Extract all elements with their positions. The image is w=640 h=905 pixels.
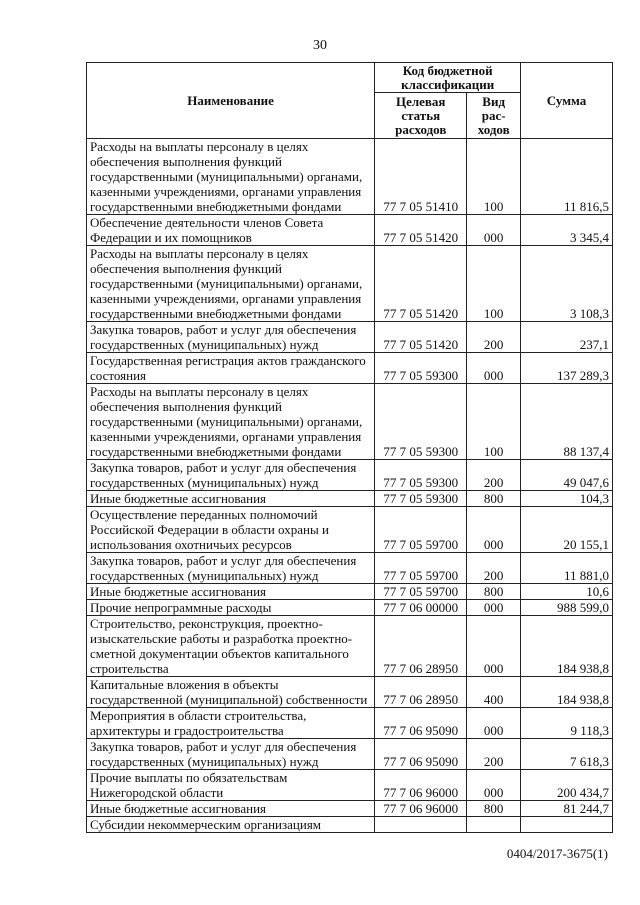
table-row (87, 817, 613, 833)
row-name-line: государственных (муниципальных) нужд (90, 337, 319, 352)
row-name-line: государственными (муниципальными) органами, (90, 414, 363, 429)
row-name (87, 616, 375, 677)
row-name-line: Иные бюджетные ассигнования (90, 584, 267, 599)
table-row (87, 553, 613, 584)
row-target-code: 77 7 05 59700 (375, 507, 467, 553)
row-name (87, 460, 375, 491)
table-row (87, 460, 613, 491)
row-target-code: 77 7 05 51420 (375, 215, 467, 246)
row-name (87, 801, 375, 817)
table-row (87, 584, 613, 600)
row-name-line: Капитальные вложения в объекты (90, 677, 279, 692)
row-sum: 184 938,8 (521, 616, 613, 677)
row-sum: 3 345,4 (521, 215, 613, 246)
row-sum: 81 244,7 (521, 801, 613, 817)
header-target-article: Целевая статья расходов (375, 93, 467, 139)
row-sum: 3 108,3 (521, 246, 613, 322)
row-name (87, 322, 375, 353)
row-expense-kind: 800 (467, 801, 521, 817)
row-expense-kind: 200 (467, 739, 521, 770)
row-target-code: 77 7 05 51410 (375, 139, 467, 215)
row-target-code: 77 7 05 59300 (375, 353, 467, 384)
row-target-code: 77 7 06 95090 (375, 708, 467, 739)
row-target-code: 77 7 06 28950 (375, 677, 467, 708)
row-expense-kind: 100 (467, 139, 521, 215)
row-sum: 10,6 (521, 584, 613, 600)
row-sum: 11 881,0 (521, 553, 613, 584)
row-name (87, 677, 375, 708)
table-row (87, 801, 613, 817)
table-row (87, 491, 613, 507)
row-sum: 104,3 (521, 491, 613, 507)
row-name-line: Субсидии некоммерческим организациям (90, 817, 322, 832)
row-sum: 200 434,7 (521, 770, 613, 801)
row-name-line: обеспечения выполнения функций (90, 261, 282, 276)
row-name (87, 384, 375, 460)
row-expense-kind: 000 (467, 708, 521, 739)
row-name-line: государственными (муниципальными) органами, (90, 169, 363, 184)
row-name-line: обеспечения выполнения функций (90, 154, 282, 169)
row-name-line: Государственная регистрация актов гражданского (90, 353, 366, 368)
row-target-code: 77 7 06 96000 (375, 801, 467, 817)
table-row (87, 677, 613, 708)
table-row (87, 139, 613, 215)
row-name-line: Обеспечение деятельности членов Совета (90, 215, 324, 230)
row-target-code: 77 7 06 95090 (375, 739, 467, 770)
table-row (87, 739, 613, 770)
row-name-line: архитектуры и градостроительства (90, 723, 284, 738)
row-name-line: государственных (муниципальных) нужд (90, 754, 319, 769)
row-sum: 137 289,3 (521, 353, 613, 384)
row-target-code (375, 817, 467, 833)
row-name-line: Закупка товаров, работ и услуг для обеспечения (90, 322, 357, 337)
row-name-line: государственными внебюджетными фондами (90, 444, 342, 459)
row-expense-kind (467, 817, 521, 833)
table-row (87, 322, 613, 353)
row-name-line: Осуществление переданных полномочий (90, 507, 318, 522)
row-name-line: сметной документации объектов капитального (90, 646, 349, 661)
row-target-code: 77 7 05 51420 (375, 322, 467, 353)
row-sum: 7 618,3 (521, 739, 613, 770)
table-row (87, 215, 613, 246)
row-expense-kind: 800 (467, 491, 521, 507)
budget-table (86, 62, 613, 833)
row-name-line: Закупка товаров, работ и услуг для обеспечения (90, 553, 357, 568)
header-expense-kind: Вид рас-ходов (467, 93, 521, 139)
row-name-line: Расходы на выплаты персоналу в целях (90, 246, 309, 261)
row-sum: 9 118,3 (521, 708, 613, 739)
row-name-line: строительства (90, 661, 169, 676)
row-name (87, 770, 375, 801)
table-row (87, 708, 613, 739)
row-name-line: обеспечения выполнения функций (90, 399, 282, 414)
row-name-line: Расходы на выплаты персоналу в целях (90, 139, 309, 154)
row-expense-kind: 000 (467, 770, 521, 801)
row-name (87, 139, 375, 215)
row-expense-kind: 200 (467, 460, 521, 491)
row-name-line: Закупка товаров, работ и услуг для обеспечения (90, 739, 357, 754)
row-name (87, 553, 375, 584)
row-name-line: Прочие выплаты по обязательствам (90, 770, 288, 785)
row-expense-kind: 100 (467, 384, 521, 460)
row-name (87, 353, 375, 384)
row-name-line: казенными учреждениями, органами управления (90, 184, 362, 199)
table-row (87, 507, 613, 553)
row-sum: 988 599,0 (521, 600, 613, 616)
row-expense-kind: 800 (467, 584, 521, 600)
table-row (87, 616, 613, 677)
document-number: 0404/2017-3675(1) (506, 846, 608, 861)
row-name-line: Российской Федерации в области охраны и (90, 522, 329, 537)
row-name (87, 817, 375, 833)
row-name-line: Мероприятия в области строительства, (90, 708, 307, 723)
row-expense-kind: 200 (467, 553, 521, 584)
table-row (87, 600, 613, 616)
row-name-line: государственных (муниципальных) нужд (90, 475, 319, 490)
row-name-line: государственными внебюджетными фондами (90, 306, 342, 321)
row-name-line: государственными внебюджетными фондами (90, 199, 342, 214)
row-target-code: 77 7 06 28950 (375, 616, 467, 677)
row-name-line: Прочие непрограммные расходы (90, 600, 272, 615)
row-name (87, 215, 375, 246)
row-name-line: казенными учреждениями, органами управления (90, 429, 362, 444)
row-target-code: 77 7 05 59700 (375, 553, 467, 584)
row-expense-kind: 400 (467, 677, 521, 708)
row-sum: 11 816,5 (521, 139, 613, 215)
row-expense-kind: 000 (467, 616, 521, 677)
row-target-code: 77 7 05 59300 (375, 460, 467, 491)
row-expense-kind: 000 (467, 353, 521, 384)
row-expense-kind: 000 (467, 215, 521, 246)
row-name (87, 491, 375, 507)
row-target-code: 77 7 06 00000 (375, 600, 467, 616)
row-name-line: изыскательские работы и разработка проектно- (90, 631, 353, 646)
row-name-line: казенными учреждениями, органами управления (90, 291, 362, 306)
table-row (87, 384, 613, 460)
row-sum: 49 047,6 (521, 460, 613, 491)
row-name-line: государственными (муниципальными) органами, (90, 276, 363, 291)
row-name (87, 507, 375, 553)
row-sum: 184 938,8 (521, 677, 613, 708)
row-name-line: Федерации и их помощников (90, 230, 252, 245)
row-expense-kind: 200 (467, 322, 521, 353)
row-sum: 237,1 (521, 322, 613, 353)
row-name-line: использования охотничьих ресурсов (90, 537, 292, 552)
row-expense-kind: 000 (467, 507, 521, 553)
header-sum: Сумма (521, 63, 613, 139)
row-target-code: 77 7 06 96000 (375, 770, 467, 801)
row-target-code: 77 7 05 51420 (375, 246, 467, 322)
row-name-line: Иные бюджетные ассигнования (90, 491, 267, 506)
row-name-line: Расходы на выплаты персоналу в целях (90, 384, 309, 399)
row-sum (521, 817, 613, 833)
row-name (87, 708, 375, 739)
row-name (87, 584, 375, 600)
page-number: 30 (313, 38, 327, 53)
row-name-line: Нижегородской области (90, 785, 224, 800)
row-expense-kind: 000 (467, 600, 521, 616)
row-name-line: состояния (90, 368, 146, 383)
row-sum: 20 155,1 (521, 507, 613, 553)
table-row (87, 246, 613, 322)
row-expense-kind: 100 (467, 246, 521, 322)
row-name-line: Строительство, реконструкция, проектно- (90, 616, 323, 631)
row-name-line: государственных (муниципальных) нужд (90, 568, 319, 583)
row-name (87, 739, 375, 770)
row-target-code: 77 7 05 59300 (375, 491, 467, 507)
row-name-line: государственной (муниципальной) собственности (90, 692, 368, 707)
header-classification: Код бюджетной классификации (375, 63, 521, 93)
row-name-line: Закупка товаров, работ и услуг для обеспечения (90, 460, 357, 475)
row-name (87, 600, 375, 616)
row-target-code: 77 7 05 59700 (375, 584, 467, 600)
row-name (87, 246, 375, 322)
row-sum: 88 137,4 (521, 384, 613, 460)
row-target-code: 77 7 05 59300 (375, 384, 467, 460)
row-name-line: Иные бюджетные ассигнования (90, 801, 267, 816)
table-row (87, 353, 613, 384)
header-name: Наименование (87, 63, 375, 139)
table-row (87, 770, 613, 801)
